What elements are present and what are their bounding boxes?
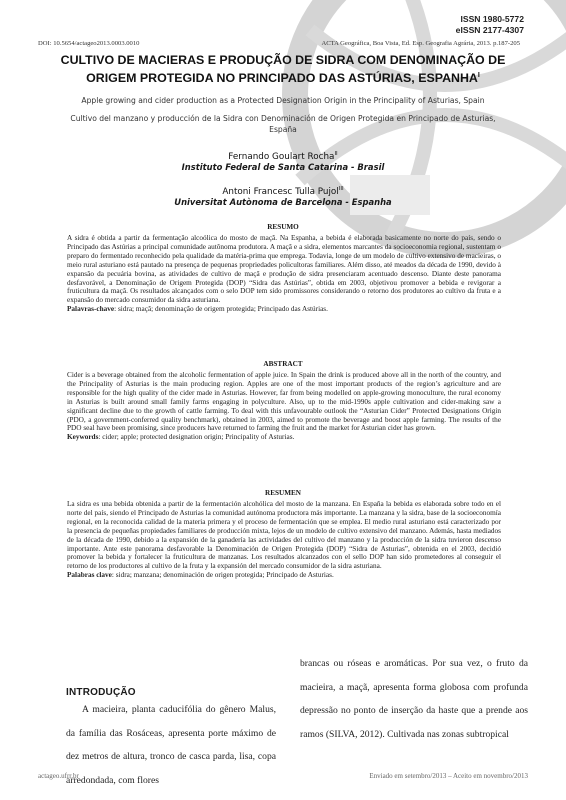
resumen-keywords-label: Palabras clave — [67, 571, 112, 580]
abstract-keywords-list: : cider; apple; protected designation origin; Principality of Asturias. — [98, 433, 295, 442]
resumen-keywords-list: : sidra; manzana; denominación de origen protegida; Principado de Asturias. — [111, 571, 334, 580]
author-1-name: Fernando Goulart Rocha — [228, 151, 335, 162]
abstract-keywords — [67, 433, 501, 442]
title-line-2: ORIGEM PROTEGIDA NO PRINCIPADO DAS ASTÚRIAS, ESPANHA — [86, 71, 478, 86]
issn: ISSN 1980-5772 — [460, 14, 524, 24]
doi: DOI: 10.5654/actageo2013.0003.0010 — [38, 40, 140, 47]
resumo-keywords — [67, 305, 501, 314]
footer-dates: Enviado em setembro/2013 – Aceito em novembro/2013 — [369, 772, 528, 780]
abstract-block — [67, 371, 501, 442]
resumen-text: La sidra es una bebida obtenida a partir de la fermentación alcohólica del mosto de la manzana. En España la bebida es elaborada sobre todo en el norte del país, siendo el Principado de Asturias la comunidad autónoma productora más importante. La manzana y la sidra, base de la socioeconomía regional, en la reconocida calidad de la materia primera y el proceso de fermentación que se emplea. El medio rural asturiano está caracterizado por la presencia de pequeñas propiedades familiares de producción mixta, lejos de un modelo de cultivo extensivo del manzano. Además, hasta mediados de la década de 1990, debido a la expansión de la ganadería las actividades del cultivo del manzano y la producción de la sidra tuvieron descenso importante. Ante este panorama desfavorable la Denominación de Origen Protegida (DOP) “Sidra de Asturias”, obtenida en el 2003, decidió promover la bebida y fortalecer la fruticultura de manzanas. Los resultados alcanzados con el sello DOP han sido prometedores al conseguir el retorno de los productores al cultivo de la fruta y la expansión del mercado consumidor de la sidra asturiana. — [67, 500, 501, 571]
resumen-block — [67, 500, 501, 580]
resumen-keywords — [67, 571, 501, 580]
author-2-institution: Universitat Autònoma de Barcelona - Espanha — [174, 197, 392, 207]
author-1-institution: Instituto Federal de Santa Catarina - Brasil — [181, 162, 385, 172]
author-2-name: Antoni Francesc Tulla Pujol — [222, 186, 339, 197]
subtitle-spanish-line-2: España — [269, 125, 297, 134]
resumo-keywords-list: : sidra; maçã; denominação de origem protegida; Principado das Astúrias. — [114, 305, 328, 314]
abstract-keywords-label: Keywords — [67, 433, 99, 442]
resumo-keywords-label: Palavras-chave — [67, 305, 115, 314]
eissn: eISSN 2177-4307 — [455, 25, 524, 35]
subtitle-spanish-line-1: Cultivo del manzano y producción de la Sidra con Denominación de Origen Protegida en Principado de Asturias, — [70, 114, 496, 123]
author-1-mark: II — [334, 151, 338, 157]
author-2-mark: III — [338, 186, 344, 192]
introduction-left-text: A macieira, planta caducifólia do gênero Malus, da família das Rosáceas, apresenta porte máximo de dez metros de altura, tronco de casca parda, lisa, copa arredondada, com flores — [66, 704, 276, 786]
subtitle-english: Apple growing and cider production as a Protected Designation Origin in the Principality of Asturias, Spain — [81, 96, 485, 105]
introduction-right-text: brancas ou róseas e aromáticas. Por sua vez, o fruto da macieira, a maçã, apresenta forma globosa com profunda depressão no ponto de inserção da haste que a prende aos ramos (SILVA, 2012). Cultivada nas zonas subtropical — [300, 658, 528, 740]
footer-site: actageo.ufrr.br — [38, 772, 79, 780]
abstract-heading: ABSTRACT — [263, 360, 303, 368]
resumo-heading: RESUMO — [267, 223, 299, 231]
article-title — [18, 53, 548, 86]
introduction-heading: INTRODUÇÃO — [66, 687, 136, 698]
journal-reference: ACTA Geográfica, Boa Vista, Ed. Esp. Geografia Agrária, 2013. p.187-205 — [321, 40, 520, 47]
introduction-right-column — [300, 652, 528, 746]
resumo-text: A sidra é obtida a partir da fermentação alcoólica do mosto de maçã. Na Espanha, a bebida é elaborada basicamente no norte do país, sendo o Principado das Astúrias a principal comunidade autônoma produtora. A maçã e a sidra, elementos marcantes da socioeconomia regional, sustentam o preparo do fermentado reconhecido pela qualidade da matéria-prima que emprega. Todavia, longe de um modelo de cultivo extensivo de macieiras, o meio rural asturiano está pautado na presença de pequenas propriedades policultoras familiares. Além disso, até meados da década de 1990, devido à expansão da pecuária bovina, as atividades de cultivo de maçã e produção de sidra presenciaram acentuado descenso. Diante deste panorama desfavorável, a Denominação de Origem Protegida (DOP) “Sidra das Astúrias”, obtida em 2003, objetivou promover a bebida e revigorar a fruticultura da maçã. Os resultados alcançados com o selo DOP tem sido promissores considerando o retorno dos produtores ao cultivo da fruta e a expansão do mercado consumidor da sidra asturiana. — [67, 234, 501, 305]
resumen-heading: RESUMEN — [265, 489, 301, 497]
resumo-block — [67, 234, 501, 314]
introduction-left-column — [66, 698, 276, 792]
abstract-text: Cider is a beverage obtained from the alcoholic fermentation of apple juice. In Spain the drink is produced above all in the north of the country, and the Principality of Asturias is the main producing region. Apples are one of the most important products of the region’s agriculture and are responsible for the high quality of the cider made in Asturias. However, far from being modelled on apple-growing monoculture, the rural economy in Asturias is built around small family farms engaging in polyculture. Also, up to the mid-1990s apple cultivation and cider-making saw a significant decline due to the growth of cattle farming. To deal with this unfavourable outlook the “Asturian Cider” Protected Designations Origin (PDO, a government-conferred quality benchmark), obtained in 2003, aimed to promote the beverage and boost apple farming. The results of the PDO seal have been promising, since producers have returned to farming the fruit and the market for Asturian cider has grown. — [67, 371, 501, 433]
title-line-1: CULTIVO DE MACIERAS E PRODUÇÃO DE SIDRA COM DENOMINAÇÃO DE — [60, 53, 506, 67]
title-footnote-mark: I — [477, 72, 480, 79]
